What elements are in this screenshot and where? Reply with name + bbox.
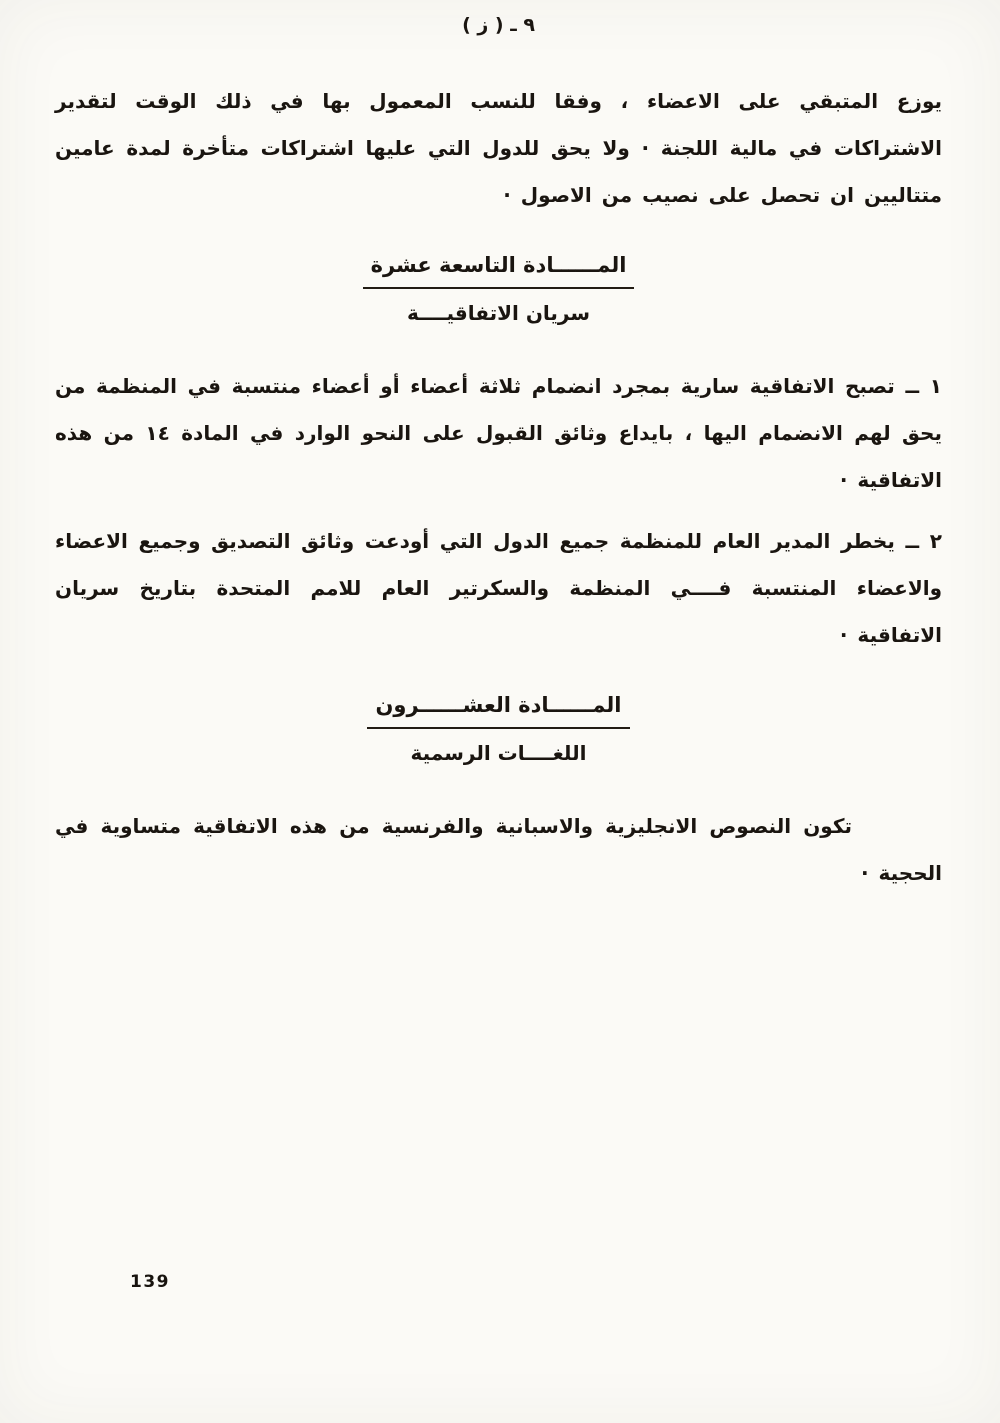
page-number: 139 [130,1272,170,1292]
article19-title-row [55,253,942,289]
article20-title-row [55,693,942,729]
article20-subtitle-row [55,741,942,769]
page-header [55,14,942,36]
article20-title: المــــــادة العشــــــرون [367,693,629,729]
article20-body: تكون النصوص الانجليزية والاسبانية والفرنسية من هذه الاتفاقية متساوية في الحجية · [55,814,942,885]
intro-paragraph: يوزع المتبقي على الاعضاء ، وفقا للنسب المعمول بها في ذلك الوقت لتقدير الاشتراكات في مالية اللجنة · ولا يحق للدول التي عليها اشتراكات متأخرة لمدة عامين متتاليين ان تحصل على نصيب من الاصول · [55,89,942,207]
article20-subtitle: اللغــــات الرسمية [410,741,587,765]
article19-clause-2: ٢ ــ يخطر المدير العام للمنظمة جميع الدول التي أودعت وثائق التصديق وجميع الاعضاء والاعضاء المنتسبة فــــي المنظمة والسكرتير العام للامم المتحدة بتاريخ سريان الاتفاقية · [55,529,942,647]
article19-subtitle-row [55,301,942,329]
article19-title: المــــــادة التاسعة عشرة [363,253,635,289]
article19-subtitle: سريان الاتفاقيــــة [406,301,591,325]
article19-clause-1: ١ ــ تصبح الاتفاقية سارية بمجرد انضمام ثلاثة أعضاء أو أعضاء منتسبة في المنظمة من يحق لهم الانضمام اليها ، بايداع وثائق القبول على النحو الوارد في المادة ١٤ من هذه الاتفاقية · [55,374,942,492]
page-header-label: ( ز ) ـ ٩ [462,14,535,36]
